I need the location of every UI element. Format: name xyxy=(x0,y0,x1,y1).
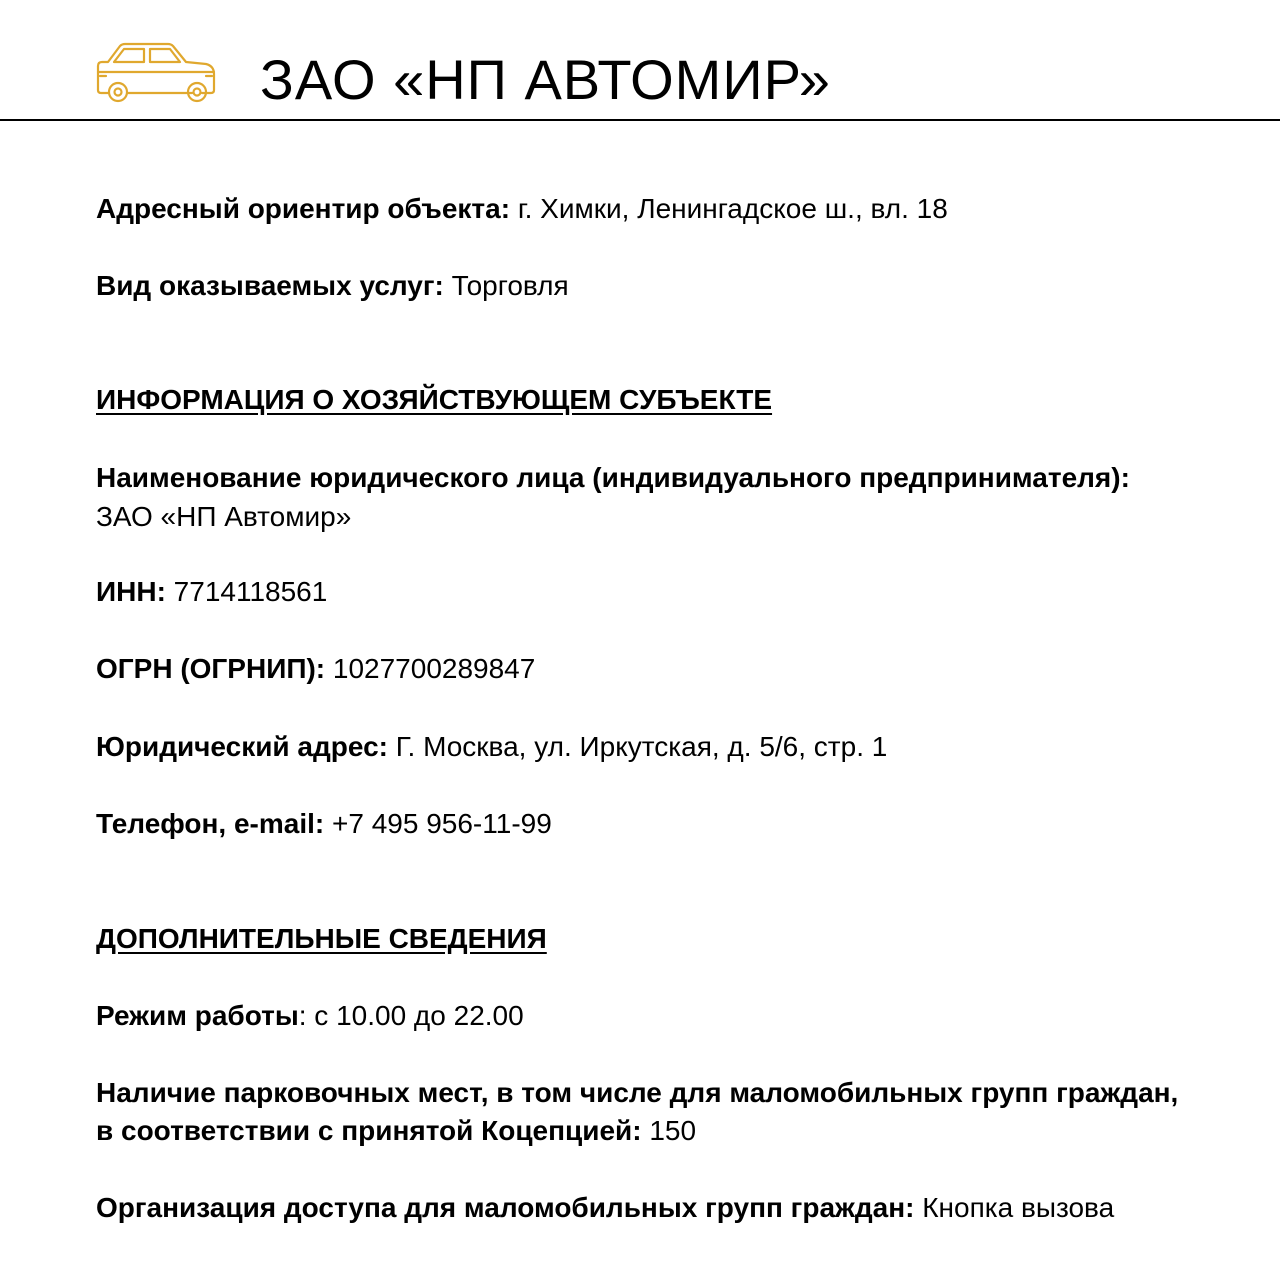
page-title: ЗАО «НП АВТОМИР» xyxy=(260,48,831,111)
page-header xyxy=(0,0,1280,122)
parking-row-line2 xyxy=(96,1112,696,1150)
services-row xyxy=(96,267,569,305)
services-label: Вид оказываемых услуг: xyxy=(96,270,444,301)
contacts-row xyxy=(96,805,552,843)
ogrn-value: 1027700289847 xyxy=(325,653,536,684)
contacts-label: Телефон, e-mail: xyxy=(96,808,325,839)
additional-section-title: ДОПОЛНИТЕЛЬНЫЕ СВЕДЕНИЯ xyxy=(96,923,547,954)
legal-address-row xyxy=(96,728,887,766)
hours-label: Режим работы xyxy=(96,1000,299,1031)
legal-address-value: Г. Москва, ул. Иркутская, д. 5/6, стр. 1 xyxy=(387,731,888,762)
parking-label-line2: в соответствии с принятой Коцепцией: xyxy=(96,1115,642,1146)
hours-row xyxy=(96,997,524,1035)
entity-section-title: ИНФОРМАЦИЯ О ХОЗЯЙСТВУЮЩЕМ СУБЪЕКТЕ xyxy=(96,384,773,415)
hours-value: : с 10.00 до 22.00 xyxy=(298,1000,524,1031)
object-address-value: г. Химки, Ленингадское ш., вл. 18 xyxy=(510,193,948,224)
services-value: Торговля xyxy=(443,270,569,301)
header-divider xyxy=(0,119,1280,121)
entity-name-label xyxy=(96,459,1130,497)
entity-name-value: ЗАО «НП Автомир» xyxy=(96,501,352,532)
car-icon xyxy=(94,40,220,104)
entity-name-label-text: Наименование юридического лица (индивидуального предпринимателя): xyxy=(96,462,1130,493)
ogrn-label: ОГРН (ОГРНИП): xyxy=(96,653,326,684)
access-label: Организация доступа для маломобильных групп граждан: xyxy=(96,1192,915,1223)
inn-label: ИНН: xyxy=(96,576,166,607)
access-value: Кнопка вызова xyxy=(914,1192,1115,1223)
legal-address-label: Юридический адрес: xyxy=(96,731,388,762)
access-row xyxy=(96,1189,1114,1227)
parking-value: 150 xyxy=(641,1115,697,1146)
inn-row xyxy=(96,573,327,611)
contacts-value: +7 495 956-11-99 xyxy=(324,808,552,839)
object-address-row xyxy=(96,190,948,228)
object-address-label: Адресный ориентир объекта: xyxy=(96,193,511,224)
parking-row-line1 xyxy=(96,1074,1178,1112)
parking-label-line1: Наличие парковочных мест, в том числе для маломобильных групп граждан, xyxy=(96,1077,1179,1108)
ogrn-row xyxy=(96,650,535,688)
inn-value: 7714118561 xyxy=(165,576,328,607)
